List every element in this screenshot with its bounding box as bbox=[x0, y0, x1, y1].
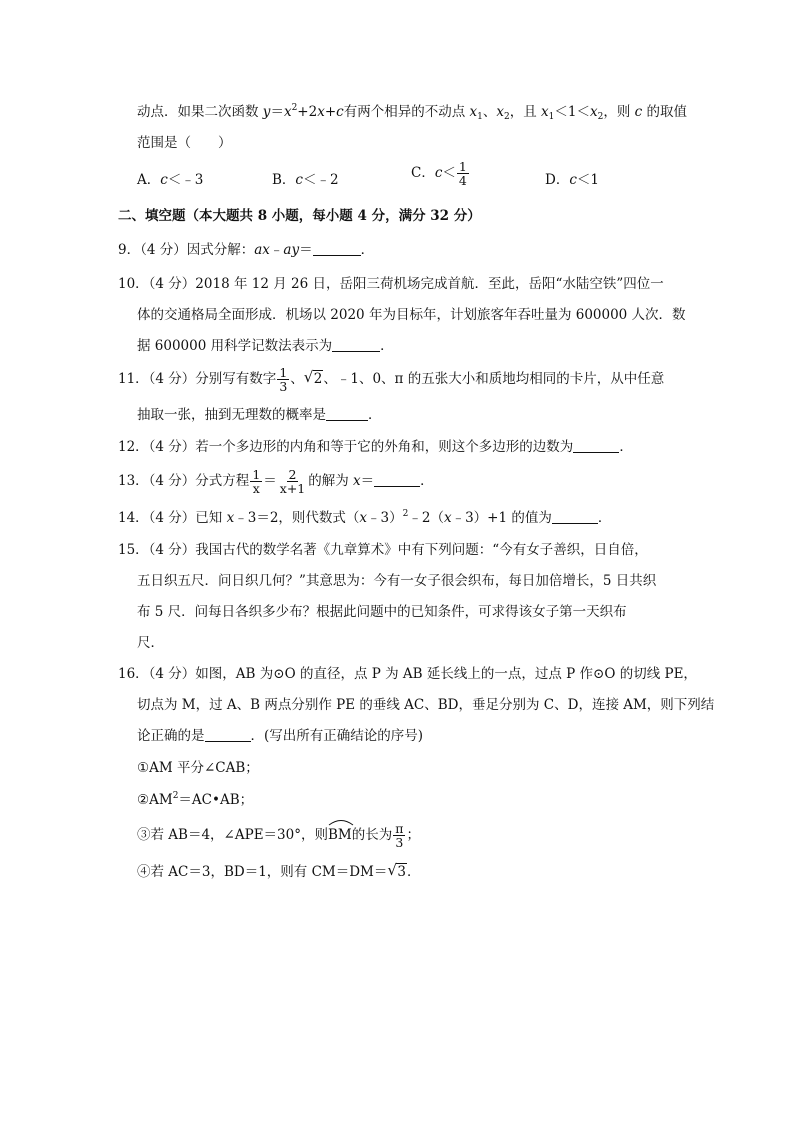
q16-text: ②AM bbox=[137, 792, 173, 808]
var-x: x bbox=[226, 510, 235, 526]
var-x1: x bbox=[469, 104, 478, 120]
section-header bbox=[118, 206, 481, 226]
q8-option-a bbox=[137, 170, 203, 190]
answer-blank bbox=[374, 472, 420, 487]
numerator: 1 bbox=[252, 467, 261, 482]
q8-text: ，且 bbox=[509, 104, 542, 120]
q9-text: 9．（4 分）因式分解： bbox=[118, 242, 255, 258]
q8-option-d bbox=[545, 170, 599, 190]
question-11-line2 bbox=[137, 405, 382, 425]
var-x: x bbox=[283, 104, 292, 120]
answer-blank bbox=[552, 509, 598, 524]
period: ． bbox=[619, 439, 633, 455]
option-value: ＜﹣3 bbox=[167, 172, 204, 188]
exp: 2 bbox=[402, 509, 409, 519]
var-x: x bbox=[317, 104, 325, 120]
q16-text: ④若 AC＝3，BD＝1，则有 CM＝DM＝ bbox=[137, 864, 388, 880]
statement-4 bbox=[137, 862, 420, 882]
option-letter: D． bbox=[545, 172, 570, 188]
radical-sign: √ bbox=[303, 368, 314, 386]
eq: ＝ bbox=[263, 473, 277, 489]
var-c: c bbox=[295, 172, 303, 188]
denominator: x bbox=[252, 481, 260, 496]
q16-text: ③若 AB＝4，∠APE＝30°，则 bbox=[137, 827, 328, 843]
expr: ax bbox=[254, 242, 270, 258]
var-x1: x bbox=[541, 104, 549, 120]
var-x2: x bbox=[589, 104, 598, 120]
answer-blank bbox=[205, 727, 251, 742]
sqrt bbox=[387, 862, 407, 882]
var-c: c bbox=[160, 172, 168, 188]
answer-blank bbox=[326, 406, 368, 421]
question-16-line1: 16．（4 分）如图，AB 为⊙O 的直径，点 P 为 AB 延长线上的一点，过点 P 作⊙O 的切线 PE， bbox=[118, 666, 697, 682]
q11-text: 抽取一张，抽到无理数的概率是 bbox=[137, 407, 326, 423]
question-16-line3 bbox=[137, 726, 423, 746]
fraction bbox=[250, 468, 262, 495]
q16-text: 论正确的是 bbox=[137, 728, 205, 744]
var-c: c bbox=[434, 165, 443, 181]
arc bbox=[328, 822, 352, 845]
exp: 2 bbox=[291, 103, 298, 113]
sub: 2 bbox=[597, 112, 604, 122]
radicand: 2 bbox=[313, 371, 323, 387]
option-letter: B． bbox=[272, 172, 296, 188]
period: ． bbox=[360, 242, 375, 258]
statement-3 bbox=[137, 822, 420, 849]
arc-mark-icon bbox=[328, 818, 354, 826]
q8-text: ，则 bbox=[603, 104, 635, 120]
numerator: 1 bbox=[279, 365, 288, 380]
denominator: 3 bbox=[395, 835, 404, 850]
question-13 bbox=[118, 468, 434, 495]
question-10-line2: 体的交通格局全面形成．机场以 2020 年为目标年，计划旅客年吞吐量为 600000 人次．数 bbox=[137, 307, 686, 323]
var-x: x bbox=[359, 510, 368, 526]
period: ． bbox=[380, 338, 394, 354]
op: +2 bbox=[297, 104, 318, 120]
var-c: c bbox=[569, 172, 577, 188]
q13-text: 13．（4 分）分式方程 bbox=[118, 473, 250, 489]
period: ． bbox=[406, 864, 421, 880]
q16-text: ＝AC•AB； bbox=[178, 792, 254, 808]
question-15-line1: 15．（4 分）我国古代的数学名著《九章算术》中有下列问题：“今有女子善织，日自倍， bbox=[118, 542, 648, 558]
eq: ＝ bbox=[270, 104, 284, 120]
q10-text: 据 600000 用科学记数法表示为 bbox=[137, 338, 333, 354]
sub: 2 bbox=[503, 112, 510, 122]
fraction bbox=[457, 160, 469, 187]
q11-text: 、﹣1、0、π 的五张大小和质地均相同的卡片，从中任意 bbox=[323, 371, 665, 387]
var-y: y bbox=[262, 104, 271, 120]
numerator: 1 bbox=[458, 159, 467, 174]
var-x2: x bbox=[496, 104, 504, 120]
fraction bbox=[277, 366, 289, 393]
q16-text: ．(写出所有正确结论的序号) bbox=[250, 728, 424, 744]
q8-option-b bbox=[272, 170, 339, 190]
arc-label: BM bbox=[327, 827, 352, 843]
sqrt bbox=[304, 369, 324, 389]
radicand: 3 bbox=[397, 864, 406, 880]
statement-2 bbox=[137, 790, 253, 810]
question-10-line1: 10．（4 分）2018 年 12 月 26 日，岳阳三荷机场完成首航．至此，岳阳“水陆空铁”四位一 bbox=[118, 276, 664, 292]
period: ． bbox=[368, 407, 382, 423]
op: ﹣ bbox=[269, 242, 284, 258]
fraction bbox=[278, 468, 307, 495]
q11-text: 11．（4 分）分别写有数字 bbox=[118, 371, 277, 387]
eq: ＝ bbox=[360, 473, 375, 489]
denominator: x+1 bbox=[279, 481, 306, 496]
denominator: 4 bbox=[458, 173, 467, 188]
answer-blank bbox=[313, 241, 361, 256]
radical-sign: √ bbox=[387, 861, 397, 879]
eq: ＝ bbox=[299, 242, 313, 258]
section-note: （本大题共 8 小题，每小题 4 分，满分 32 分） bbox=[185, 208, 481, 224]
question-12 bbox=[118, 437, 633, 457]
answer-blank bbox=[573, 438, 619, 453]
fraction bbox=[393, 822, 405, 849]
option-value: ＜﹣2 bbox=[302, 172, 339, 188]
q16-text: 的长为 bbox=[351, 827, 393, 843]
sub: 1 bbox=[477, 112, 483, 122]
question-11-line1 bbox=[118, 366, 664, 393]
q14-text: ﹣3＝2，则代数式（ bbox=[234, 510, 360, 526]
q8-line1 bbox=[137, 102, 687, 122]
numerator: 2 bbox=[288, 467, 297, 482]
question-10-line3 bbox=[137, 336, 394, 356]
q8-option-c bbox=[411, 160, 470, 187]
q8-text: 有两个相异的不动点 bbox=[343, 104, 470, 120]
exp: 2 bbox=[172, 791, 179, 801]
var-x: x bbox=[353, 473, 361, 489]
var-x: x bbox=[443, 510, 452, 526]
op: + bbox=[324, 104, 337, 120]
answer-blank bbox=[332, 337, 380, 352]
op: ＜ bbox=[442, 165, 456, 181]
q14-text: ﹣3）+1 的值为 bbox=[451, 510, 552, 526]
q8-line2: 范围是（ ） bbox=[137, 135, 232, 151]
option-value: ＜1 bbox=[576, 172, 599, 188]
q15-text: 布 5 尺．问每日各织多少布？根据此问题中的已知条件，可求得该女子第一天织布 bbox=[137, 604, 627, 620]
op: ＜1＜ bbox=[554, 104, 590, 120]
question-15-line4: 尺． bbox=[137, 635, 164, 651]
question-15-line2: 五日织五尺．问日织几何？”其意思为：今有一女子很会织布，每日加倍增长，5 日共织 bbox=[137, 573, 657, 589]
numerator: π bbox=[395, 821, 404, 836]
q16-text: ； bbox=[406, 827, 420, 843]
sep: 、 bbox=[482, 104, 497, 120]
question-15-line3 bbox=[137, 602, 627, 622]
var-c: c bbox=[336, 104, 344, 120]
question-9 bbox=[118, 240, 374, 260]
q8-text: 的取值 bbox=[642, 104, 687, 120]
sub: 1 bbox=[548, 112, 555, 122]
statement-1: ①AM 平分∠CAB； bbox=[137, 760, 259, 776]
q8-text: 动点．如果二次函数 bbox=[137, 104, 263, 120]
var-c: c bbox=[634, 104, 643, 120]
q14-text: ﹣3） bbox=[367, 510, 403, 526]
period: ． bbox=[420, 473, 434, 489]
option-letter: A． bbox=[137, 172, 161, 188]
q13-text: 的解为 bbox=[308, 473, 354, 489]
period: ． bbox=[597, 510, 612, 526]
denominator: 3 bbox=[279, 379, 288, 394]
option-letter: C． bbox=[411, 165, 435, 181]
q14-text: 14．（4 分）已知 bbox=[118, 510, 227, 526]
question-16-line2: 切点为 M，过 A、B 两点分别作 PE 的垂线 AC、BD，垂足分别为 C、D，连接 AM，则下列结 bbox=[137, 697, 715, 713]
question-14 bbox=[118, 508, 611, 528]
sep: 、 bbox=[290, 371, 304, 387]
expr: ay bbox=[283, 242, 300, 258]
q14-text: ﹣2（ bbox=[408, 510, 444, 526]
section-title: 二、填空题 bbox=[118, 208, 186, 224]
q12-text: 12．（4 分）若一个多边形的内角和等于它的外角和，则这个多边形的边数为 bbox=[118, 439, 574, 455]
